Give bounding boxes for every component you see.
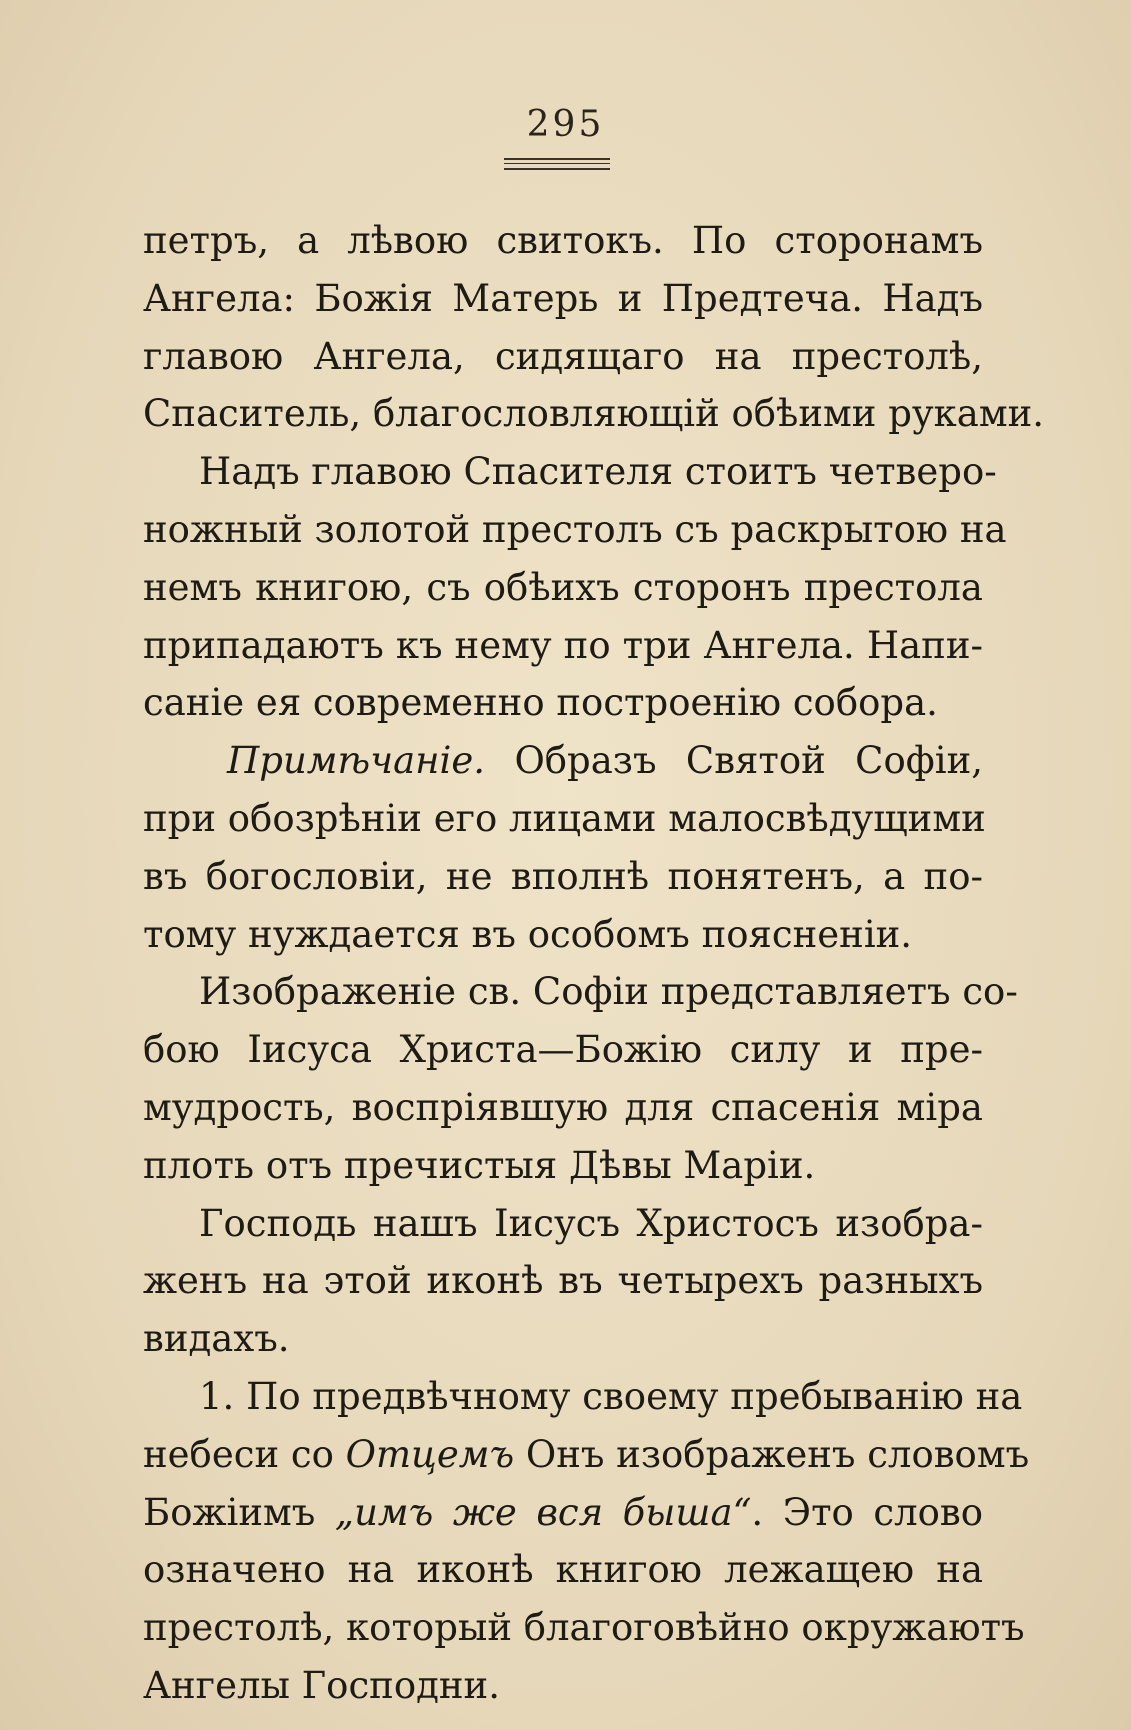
text-line: тому нуждается въ особомъ поясненіи.: [143, 912, 913, 956]
text-line: Ангела: Божія Матерь и Предтеча. Надъ: [143, 276, 983, 320]
text-line: Изображеніе св. Софіи представляетъ со-: [199, 970, 1018, 1014]
italic-term: Отцемъ: [345, 1432, 515, 1476]
text-line: ножный золотой престолъ съ раскрытою на: [143, 507, 1007, 551]
text-line: небеси со Отцемъ Онъ изображенъ словомъ: [143, 1432, 1030, 1476]
text-line: Ангелы Господни.: [143, 1663, 500, 1707]
text-line: Примѣчаніе. Образъ Святой Софіи,: [227, 739, 983, 783]
note-heading: Примѣчаніе.: [227, 739, 486, 783]
text-line: немъ книгою, съ обѣихъ сторонъ престола: [143, 565, 983, 609]
text-line: престолѣ, который благоговѣйно окружаютъ: [143, 1606, 1025, 1650]
text-line: видахъ.: [143, 1317, 290, 1361]
text-line: саніе ея современно построенію собора.: [143, 681, 938, 725]
text-line: Спаситель, благословляющій обѣими руками.: [143, 392, 1045, 436]
page-number: 295: [526, 104, 605, 145]
text-line: мудрость, воспріявшую для спасенія міра: [143, 1085, 983, 1129]
text-line: 1. По предвѣчному своему пребыванію на: [199, 1374, 1023, 1418]
text-line: главою Ангела, сидящаго на престолѣ,: [143, 334, 983, 378]
text-line: бою Іисуса Христа—Божію силу и пре-: [143, 1028, 983, 1072]
text-line: женъ на этой иконѣ въ четырехъ разныхъ: [143, 1259, 983, 1303]
text-line: припадаютъ къ нему по три Ангела. Напи-: [143, 623, 983, 667]
text-line: плоть отъ пречистыя Дѣвы Маріи.: [143, 1143, 816, 1187]
text-line: въ богословіи, не вполнѣ понятенъ, а по-: [143, 854, 983, 898]
text-line: Божіимъ „имъ же вся быша“. Это слово: [143, 1490, 983, 1534]
text-line: при обозрѣніи его лицами малосвѣдущими: [143, 796, 986, 840]
text-line: Надъ главою Спасителя стоитъ четверо-: [199, 450, 997, 494]
body-text: [143, 212, 1045, 1715]
italic-quote: „имъ же вся быша“: [334, 1490, 752, 1534]
text-line: означено на иконѣ книгою лежащею на: [143, 1548, 983, 1592]
text-line: петръ, а лѣвою свитокъ. По сторонамъ: [143, 219, 983, 262]
page-number-rule: [504, 158, 610, 170]
text-line: Господь нашъ Іисусъ Христосъ изобра-: [199, 1201, 983, 1245]
